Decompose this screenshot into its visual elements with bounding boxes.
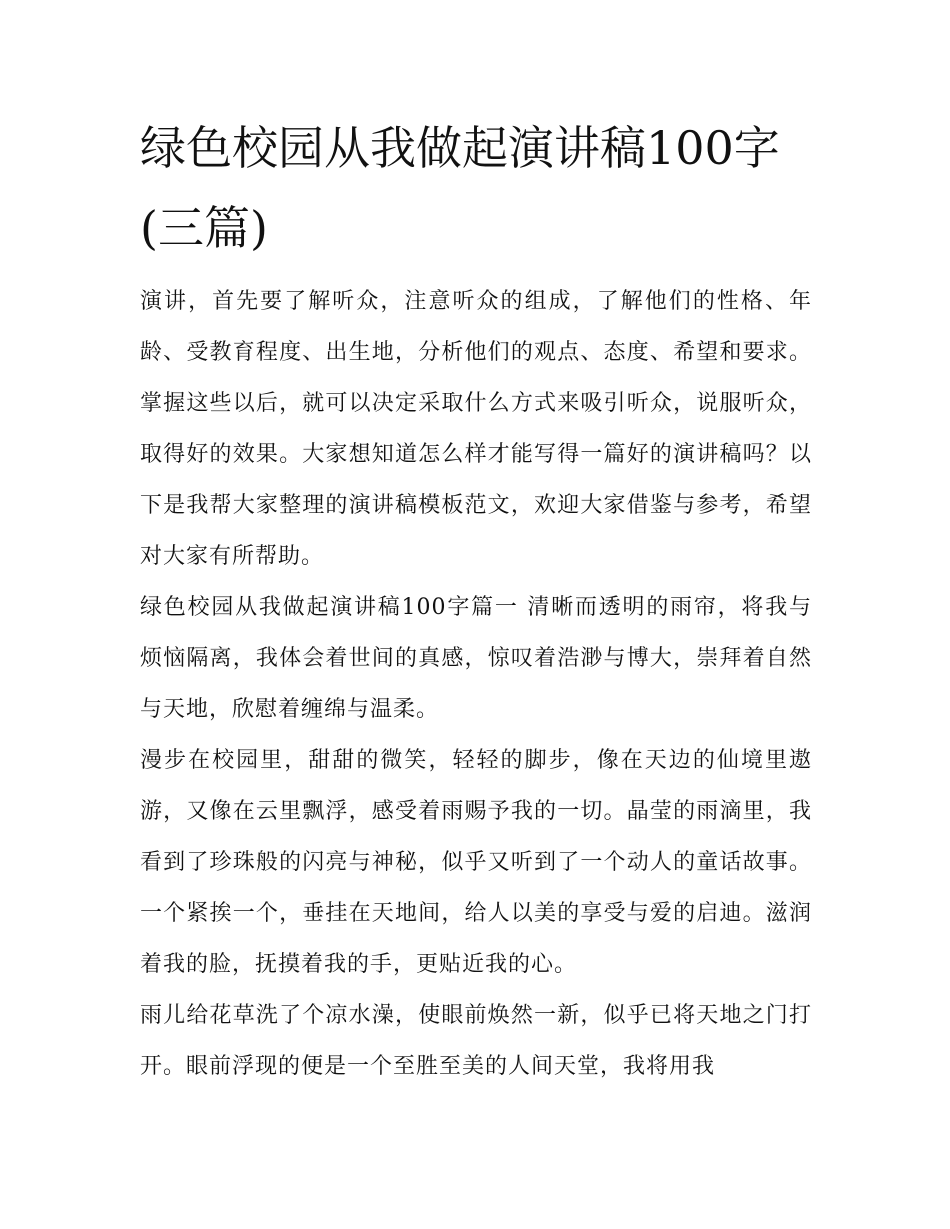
document-body — [140, 276, 812, 1092]
paragraph-intro: 演讲，首先要了解听众，注意听众的组成，了解他们的性格、年龄、受教育程度、出生地，分析他们的观点、态度、希望和要求。掌握这些以后，就可以决定采取什么方式来吸引听众，说服听众，取得好的效果。大家想知道怎么样才能写得一篇好的演讲稿吗？以下是我帮大家整理的演讲稿模板范文，欢迎大家借鉴与参考，希望对大家有所帮助。 — [140, 289, 812, 569]
paragraph-rain-bath: 雨儿给花草洗了个凉水澡，使眼前焕然一新，似乎已将天地之门打开。眼前浮现的便是一个至胜至美的人间天堂，我将用我 — [140, 1003, 812, 1079]
paragraph-speech-one-opening: 绿色校园从我做起演讲稿100字篇一 清晰而透明的雨帘，将我与烦恼隔离，我体会着世间的真感，惊叹着浩渺与博大，崇拜着自然与天地，欣慰着缠绵与温柔。 — [140, 595, 812, 722]
document-title: 绿色校园从我做起演讲稿100字(三篇) — [140, 121, 780, 255]
paragraph-campus-walk: 漫步在校园里，甜甜的微笑，轻轻的脚步，像在天边的仙境里遨游，又像在云里飘浮，感受着雨赐予我的一切。晶莹的雨滴里，我看到了珍珠般的闪亮与神秘，似乎又听到了一个动人的童话故事。一个紧挨一个，垂挂在天地间，给人以美的享受与爱的启迪。滋润着我的脸，抚摸着我的手，更贴近我的心。 — [140, 748, 812, 977]
